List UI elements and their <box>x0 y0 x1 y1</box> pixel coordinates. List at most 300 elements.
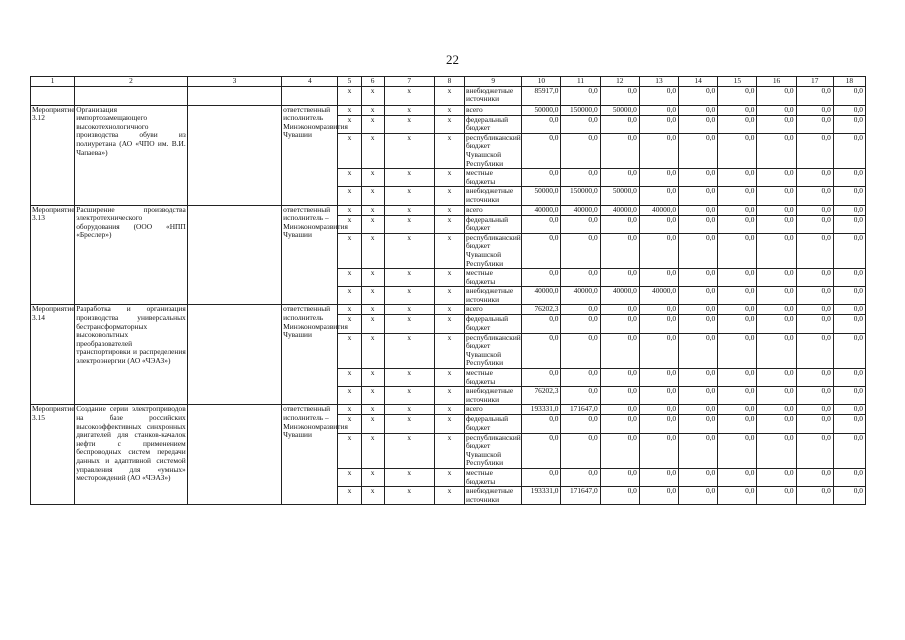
amount-cell: 0,0 <box>679 468 718 486</box>
amount-cell: 0,0 <box>600 387 639 405</box>
amount-cell: 0,0 <box>796 415 833 433</box>
amount-cell: 0,0 <box>600 487 639 505</box>
x-mark: x <box>361 115 384 133</box>
amount-cell: 0,0 <box>639 169 678 187</box>
amount-cell: 0,0 <box>833 169 865 187</box>
x-mark: x <box>361 205 384 215</box>
x-mark: x <box>338 315 361 333</box>
x-mark: x <box>338 187 361 205</box>
amount-cell: 0,0 <box>796 468 833 486</box>
amount-cell: 0,0 <box>522 133 561 168</box>
amount-cell: 171647,0 <box>561 487 600 505</box>
x-mark: x <box>361 269 384 287</box>
x-mark: x <box>384 115 434 133</box>
amount-cell: 0,0 <box>561 86 600 105</box>
amount-cell: 0,0 <box>639 305 678 315</box>
amount-cell: 0,0 <box>833 269 865 287</box>
responsible-executor: ответственный исполнитель Минэкономразвития Чувашии <box>282 105 338 205</box>
amount-cell: 0,0 <box>561 133 600 168</box>
amount-cell: 0,0 <box>757 333 796 368</box>
x-mark: x <box>384 233 434 268</box>
x-mark: x <box>434 433 464 468</box>
amount-cell: 0,0 <box>639 369 678 387</box>
table-row <box>31 105 866 115</box>
responsible-executor: ответственный исполнитель Минэкономразвития Чувашии <box>282 305 338 405</box>
amount-cell: 0,0 <box>522 333 561 368</box>
amount-cell: 0,0 <box>679 405 718 415</box>
x-mark: x <box>434 405 464 415</box>
amount-cell: 0,0 <box>757 205 796 215</box>
amount-cell: 40000,0 <box>522 287 561 305</box>
amount-cell: 171647,0 <box>561 405 600 415</box>
empty-cell <box>187 86 281 105</box>
amount-cell: 0,0 <box>757 405 796 415</box>
column-number: 11 <box>561 77 600 87</box>
amount-cell: 0,0 <box>600 315 639 333</box>
amount-cell: 0,0 <box>796 105 833 115</box>
x-mark: x <box>384 305 434 315</box>
x-mark: x <box>338 468 361 486</box>
amount-cell: 50000,0 <box>522 105 561 115</box>
column-number: 14 <box>679 77 718 87</box>
amount-cell: 0,0 <box>757 115 796 133</box>
funding-source: всего <box>465 305 522 315</box>
amount-cell: 0,0 <box>600 86 639 105</box>
amount-cell: 40000,0 <box>561 287 600 305</box>
amount-cell: 50000,0 <box>600 105 639 115</box>
amount-cell: 0,0 <box>639 115 678 133</box>
amount-cell: 0,0 <box>757 369 796 387</box>
amount-cell: 0,0 <box>757 86 796 105</box>
x-mark: x <box>361 287 384 305</box>
x-mark: x <box>434 369 464 387</box>
column-number: 10 <box>522 77 561 87</box>
empty-cell <box>187 305 281 405</box>
amount-cell: 0,0 <box>833 487 865 505</box>
x-mark: x <box>361 405 384 415</box>
column-number: 5 <box>338 77 361 87</box>
amount-cell: 0,0 <box>561 333 600 368</box>
x-mark: x <box>384 287 434 305</box>
amount-cell: 0,0 <box>796 369 833 387</box>
amount-cell: 0,0 <box>718 86 757 105</box>
x-mark: x <box>361 169 384 187</box>
amount-cell: 0,0 <box>522 115 561 133</box>
amount-cell: 0,0 <box>718 105 757 115</box>
x-mark: x <box>338 215 361 233</box>
page-number: 22 <box>446 52 459 67</box>
column-number: 2 <box>75 77 188 87</box>
x-mark: x <box>338 269 361 287</box>
amount-cell: 0,0 <box>522 369 561 387</box>
amount-cell: 0,0 <box>679 415 718 433</box>
amount-cell: 0,0 <box>679 287 718 305</box>
amount-cell: 0,0 <box>639 487 678 505</box>
amount-cell: 0,0 <box>639 133 678 168</box>
amount-cell: 0,0 <box>757 233 796 268</box>
measure-description: Создание серии электроприводов на базе российских высокоэффективных синхронных двигателей для станков-качалок нефти с применением беспроводных систем передачи данных и адаптивной системой управления для «умных» месторождений (АО «ЧЭАЗ») <box>75 405 188 505</box>
amount-cell: 0,0 <box>522 269 561 287</box>
x-mark: x <box>361 305 384 315</box>
x-mark: x <box>361 415 384 433</box>
amount-cell: 0,0 <box>718 269 757 287</box>
amount-cell: 0,0 <box>639 433 678 468</box>
x-mark: x <box>384 205 434 215</box>
x-mark: x <box>384 333 434 368</box>
x-mark: x <box>434 387 464 405</box>
amount-cell: 0,0 <box>522 433 561 468</box>
x-mark: x <box>338 405 361 415</box>
x-mark: x <box>361 133 384 168</box>
amount-cell: 0,0 <box>561 468 600 486</box>
funding-source: внебюджетные источники <box>465 86 522 105</box>
x-mark: x <box>361 433 384 468</box>
amount-cell: 50000,0 <box>600 187 639 205</box>
x-mark: x <box>338 169 361 187</box>
empty-cell <box>75 86 188 105</box>
amount-cell: 0,0 <box>718 433 757 468</box>
amount-cell: 0,0 <box>561 215 600 233</box>
amount-cell: 0,0 <box>796 187 833 205</box>
amount-cell: 0,0 <box>600 468 639 486</box>
x-mark: x <box>361 105 384 115</box>
amount-cell: 0,0 <box>833 315 865 333</box>
amount-cell: 0,0 <box>522 233 561 268</box>
amount-cell: 193331,0 <box>522 487 561 505</box>
amount-cell: 0,0 <box>639 233 678 268</box>
x-mark: x <box>434 287 464 305</box>
amount-cell: 0,0 <box>757 215 796 233</box>
column-number: 18 <box>833 77 865 87</box>
amount-cell: 0,0 <box>757 269 796 287</box>
amount-cell: 0,0 <box>679 487 718 505</box>
amount-cell: 0,0 <box>718 405 757 415</box>
x-mark: x <box>338 487 361 505</box>
x-mark: x <box>434 133 464 168</box>
x-mark: x <box>361 468 384 486</box>
funding-source: местные бюджеты <box>465 169 522 187</box>
column-number: 9 <box>465 77 522 87</box>
x-mark: x <box>338 305 361 315</box>
amount-cell: 0,0 <box>561 169 600 187</box>
empty-cell <box>187 205 281 305</box>
amount-cell: 0,0 <box>561 305 600 315</box>
amount-cell: 0,0 <box>600 433 639 468</box>
amount-cell: 40000,0 <box>600 205 639 215</box>
amount-cell: 0,0 <box>757 415 796 433</box>
measure-id: Мероприятие 3.14 <box>31 305 75 405</box>
amount-cell: 0,0 <box>718 187 757 205</box>
x-mark: x <box>361 369 384 387</box>
funding-source: федеральный бюджет <box>465 215 522 233</box>
amount-cell: 0,0 <box>561 269 600 287</box>
empty-cell <box>31 86 75 105</box>
amount-cell: 0,0 <box>796 115 833 133</box>
funding-source: федеральный бюджет <box>465 315 522 333</box>
amount-cell: 0,0 <box>833 415 865 433</box>
continuation-row <box>31 86 866 105</box>
amount-cell: 0,0 <box>639 415 678 433</box>
empty-cell <box>187 405 281 505</box>
x-mark: x <box>338 133 361 168</box>
amount-cell: 0,0 <box>757 305 796 315</box>
x-mark: x <box>434 305 464 315</box>
amount-cell: 0,0 <box>833 287 865 305</box>
amount-cell: 0,0 <box>757 433 796 468</box>
amount-cell: 0,0 <box>718 305 757 315</box>
amount-cell: 0,0 <box>679 133 718 168</box>
amount-cell: 0,0 <box>757 169 796 187</box>
amount-cell: 0,0 <box>679 333 718 368</box>
funding-source: внебюджетные источники <box>465 487 522 505</box>
amount-cell: 76202,3 <box>522 305 561 315</box>
amount-cell: 0,0 <box>600 369 639 387</box>
amount-cell: 40000,0 <box>639 205 678 215</box>
x-mark: x <box>361 487 384 505</box>
measure-description: Организация импортозамещающего высокотехнологичного производства обуви из полиуретана (АО «ЧПО им. В.И. Чапаева») <box>75 105 188 205</box>
amount-cell: 76202,3 <box>522 387 561 405</box>
amount-cell: 0,0 <box>718 233 757 268</box>
amount-cell: 0,0 <box>679 305 718 315</box>
amount-cell: 0,0 <box>833 333 865 368</box>
amount-cell: 0,0 <box>796 405 833 415</box>
amount-cell: 0,0 <box>600 269 639 287</box>
x-mark: x <box>384 387 434 405</box>
amount-cell: 0,0 <box>522 415 561 433</box>
amount-cell: 0,0 <box>639 105 678 115</box>
amount-cell: 0,0 <box>718 333 757 368</box>
x-mark: x <box>361 315 384 333</box>
funding-source: внебюджетные источники <box>465 287 522 305</box>
x-mark: x <box>361 86 384 105</box>
x-mark: x <box>434 215 464 233</box>
column-number: 13 <box>639 77 678 87</box>
amount-cell: 0,0 <box>796 86 833 105</box>
column-number: 15 <box>718 77 757 87</box>
funding-source: внебюджетные источники <box>465 187 522 205</box>
amount-cell: 150000,0 <box>561 187 600 205</box>
amount-cell: 0,0 <box>639 405 678 415</box>
amount-cell: 40000,0 <box>561 205 600 215</box>
amount-cell: 0,0 <box>796 333 833 368</box>
amount-cell: 0,0 <box>679 187 718 205</box>
amount-cell: 0,0 <box>757 468 796 486</box>
x-mark: x <box>384 487 434 505</box>
amount-cell: 0,0 <box>639 269 678 287</box>
amount-cell: 0,0 <box>757 487 796 505</box>
amount-cell: 0,0 <box>796 269 833 287</box>
amount-cell: 0,0 <box>833 115 865 133</box>
amount-cell: 0,0 <box>639 215 678 233</box>
amount-cell: 0,0 <box>757 287 796 305</box>
amount-cell: 150000,0 <box>561 105 600 115</box>
funding-source: республиканский бюджет Чувашской Республики <box>466 132 521 168</box>
x-mark: x <box>338 433 361 468</box>
amount-cell: 0,0 <box>796 205 833 215</box>
amount-cell: 0,0 <box>833 105 865 115</box>
amount-cell: 0,0 <box>718 215 757 233</box>
amount-cell: 0,0 <box>757 187 796 205</box>
amount-cell: 0,0 <box>639 387 678 405</box>
amount-cell: 0,0 <box>600 169 639 187</box>
x-mark: x <box>384 405 434 415</box>
x-mark: x <box>434 468 464 486</box>
x-mark: x <box>384 468 434 486</box>
amount-cell: 0,0 <box>639 86 678 105</box>
funding-source: федеральный бюджет <box>465 415 522 433</box>
x-mark: x <box>384 269 434 287</box>
amount-cell: 0,0 <box>679 233 718 268</box>
x-mark: x <box>434 233 464 268</box>
amount-cell: 0,0 <box>833 133 865 168</box>
amount-cell: 0,0 <box>639 315 678 333</box>
amount-cell: 0,0 <box>718 415 757 433</box>
responsible-executor: ответственный исполнитель – Минэкономразвития Чувашии <box>282 205 338 305</box>
amount-cell: 0,0 <box>561 433 600 468</box>
amount-cell: 0,0 <box>600 133 639 168</box>
amount-cell: 0,0 <box>600 415 639 433</box>
x-mark: x <box>434 333 464 368</box>
x-mark: x <box>384 215 434 233</box>
amount-cell: 0,0 <box>679 169 718 187</box>
x-mark: x <box>338 233 361 268</box>
amount-cell: 0,0 <box>833 187 865 205</box>
amount-cell: 0,0 <box>522 169 561 187</box>
amount-cell: 0,0 <box>679 433 718 468</box>
amount-cell: 0,0 <box>718 287 757 305</box>
amount-cell: 0,0 <box>600 405 639 415</box>
funding-source: республиканский бюджет Чувашской Республики <box>466 232 521 268</box>
measure-description: Разработка и организация производства универсальных бестрансформаторных высоковольтных преобразователей транспортировки и распределения электроэнергии (АО «ЧЭАЗ») <box>75 305 188 405</box>
column-number: 4 <box>282 77 338 87</box>
x-mark: x <box>434 315 464 333</box>
amount-cell: 0,0 <box>600 115 639 133</box>
column-number: 7 <box>384 77 434 87</box>
amount-cell: 0,0 <box>561 369 600 387</box>
measure-id: Мероприятие 3.13 <box>31 205 75 305</box>
amount-cell: 0,0 <box>679 369 718 387</box>
x-mark: x <box>338 333 361 368</box>
column-number: 17 <box>796 77 833 87</box>
x-mark: x <box>361 187 384 205</box>
amount-cell: 0,0 <box>679 205 718 215</box>
amount-cell: 0,0 <box>833 433 865 468</box>
amount-cell: 0,0 <box>833 215 865 233</box>
measure-id: Мероприятие 3.12 <box>31 105 75 205</box>
x-mark: x <box>384 369 434 387</box>
measure-id: Мероприятие 3.15 <box>31 405 75 505</box>
x-mark: x <box>434 115 464 133</box>
x-mark: x <box>384 415 434 433</box>
x-mark: x <box>434 86 464 105</box>
amount-cell: 0,0 <box>796 287 833 305</box>
amount-cell: 0,0 <box>833 468 865 486</box>
amount-cell: 193331,0 <box>522 405 561 415</box>
column-number: 3 <box>187 77 281 87</box>
table-row <box>31 405 866 415</box>
amount-cell: 0,0 <box>718 487 757 505</box>
amount-cell: 0,0 <box>561 415 600 433</box>
amount-cell: 0,0 <box>796 487 833 505</box>
responsible-executor: ответственный исполнитель – Минэкономразвития Чувашии <box>282 405 338 505</box>
x-mark: x <box>338 369 361 387</box>
amount-cell: 0,0 <box>561 115 600 133</box>
amount-cell: 0,0 <box>833 405 865 415</box>
amount-cell: 0,0 <box>718 133 757 168</box>
amount-cell: 0,0 <box>561 233 600 268</box>
x-mark: x <box>384 169 434 187</box>
x-mark: x <box>434 187 464 205</box>
amount-cell: 0,0 <box>639 468 678 486</box>
amount-cell: 0,0 <box>561 387 600 405</box>
amount-cell: 40000,0 <box>600 287 639 305</box>
x-mark: x <box>434 169 464 187</box>
amount-cell: 0,0 <box>718 115 757 133</box>
x-mark: x <box>384 315 434 333</box>
funding-source: республиканский бюджет Чувашской Республики <box>466 332 521 368</box>
header-row <box>31 77 866 87</box>
table-row <box>31 305 866 315</box>
amount-cell: 0,0 <box>600 333 639 368</box>
amount-cell: 0,0 <box>639 333 678 368</box>
amount-cell: 0,0 <box>757 133 796 168</box>
amount-cell: 0,0 <box>718 315 757 333</box>
x-mark: x <box>361 233 384 268</box>
amount-cell: 0,0 <box>796 169 833 187</box>
amount-cell: 0,0 <box>679 105 718 115</box>
funding-source: местные бюджеты <box>465 269 522 287</box>
funding-source: всего <box>465 205 522 215</box>
amount-cell: 0,0 <box>796 387 833 405</box>
measure-description: Расширение производства электротехнического оборудования (ООО «НПП «Бреслер») <box>75 205 188 305</box>
amount-cell: 0,0 <box>600 305 639 315</box>
x-mark: x <box>434 487 464 505</box>
column-number: 6 <box>361 77 384 87</box>
funding-source: всего <box>465 405 522 415</box>
x-mark: x <box>338 387 361 405</box>
amount-cell: 0,0 <box>522 468 561 486</box>
funding-source: всего <box>465 105 522 115</box>
amount-cell: 85917,0 <box>522 86 561 105</box>
amount-cell: 0,0 <box>718 468 757 486</box>
funding-source: местные бюджеты <box>465 468 522 486</box>
x-mark: x <box>384 133 434 168</box>
x-mark: x <box>384 433 434 468</box>
amount-cell: 40000,0 <box>522 205 561 215</box>
funding-source: федеральный бюджет <box>465 115 522 133</box>
table-row <box>31 205 866 215</box>
amount-cell: 0,0 <box>796 305 833 315</box>
amount-cell: 0,0 <box>718 369 757 387</box>
x-mark: x <box>434 105 464 115</box>
column-number: 1 <box>31 77 75 87</box>
funding-source: внебюджетные источники <box>465 387 522 405</box>
amount-cell: 0,0 <box>679 315 718 333</box>
amount-cell: 40000,0 <box>639 287 678 305</box>
amount-cell: 0,0 <box>796 433 833 468</box>
x-mark: x <box>338 205 361 215</box>
amount-cell: 0,0 <box>600 215 639 233</box>
amount-cell: 0,0 <box>522 215 561 233</box>
amount-cell: 0,0 <box>833 369 865 387</box>
amount-cell: 0,0 <box>679 115 718 133</box>
column-number: 16 <box>757 77 796 87</box>
amount-cell: 0,0 <box>679 215 718 233</box>
amount-cell: 0,0 <box>833 233 865 268</box>
amount-cell: 0,0 <box>679 86 718 105</box>
x-mark: x <box>434 415 464 433</box>
amount-cell: 50000,0 <box>522 187 561 205</box>
